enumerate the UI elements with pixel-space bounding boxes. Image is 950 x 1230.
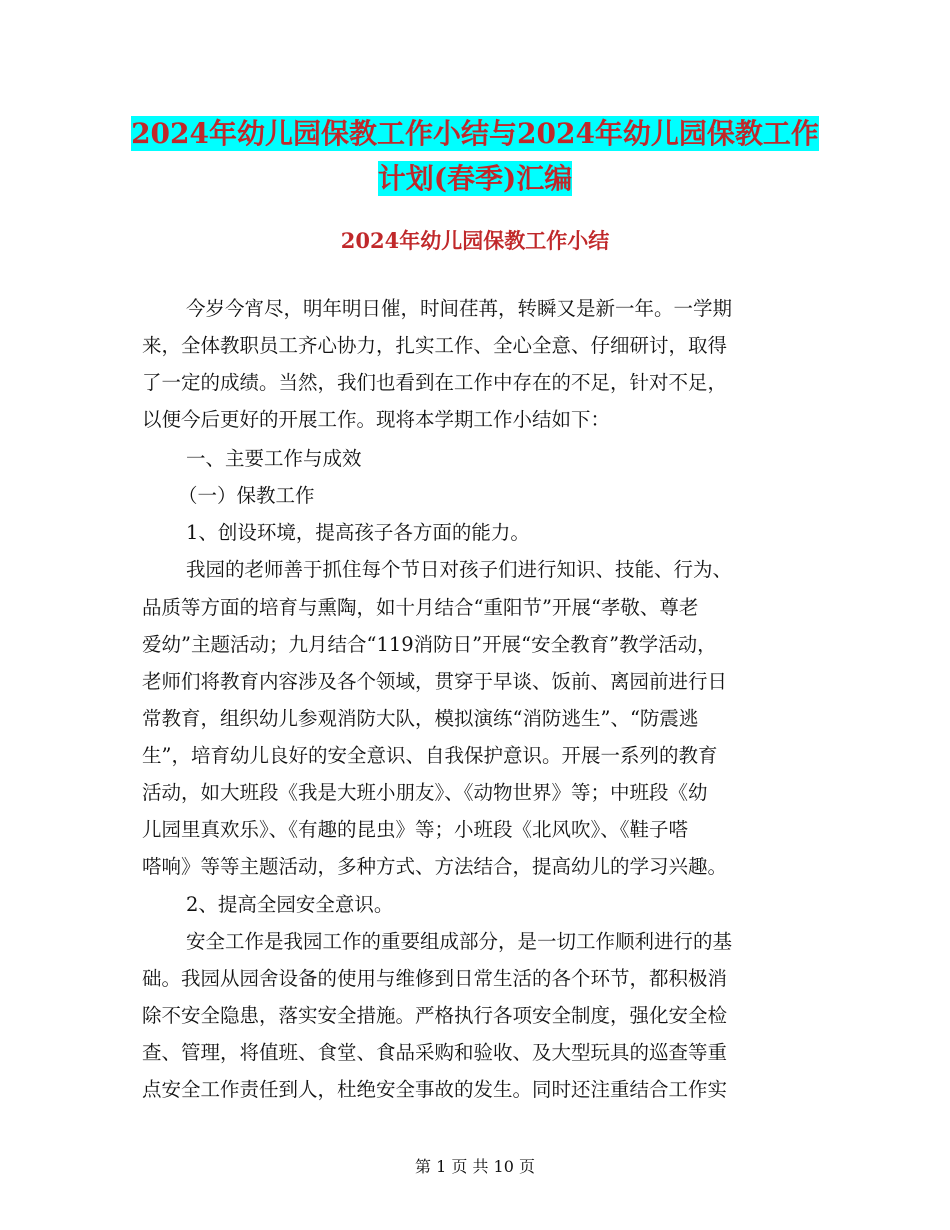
paragraph-line: 点安全工作责任到人，杜绝安全事故的发生。同时还注重结合工作实 — [142, 1078, 728, 1101]
paragraph-line: 活动，如大班段《我是大班小朋友》、《动物世界》等；中班段《幼 — [142, 781, 708, 804]
section-subheading: 一、主要工作与成效 — [186, 447, 362, 470]
paragraph-line: 了一定的成绩。当然，我们也看到在工作中存在的不足，针对不足， — [142, 371, 728, 394]
section-subheading: （一）保教工作 — [178, 484, 315, 507]
paragraph-line: 安全工作是我园工作的重要组成部分，是一切工作顺利进行的基 — [186, 930, 733, 953]
paragraph-line: 品质等方面的培育与熏陶，如十月结合“重阳节”开展“孝敬、尊老 — [142, 596, 699, 619]
item-heading: 2、提高全园安全意识。 — [186, 893, 394, 916]
paragraph-line: 以便今后更好的开展工作。现将本学期工作小结如下： — [142, 408, 611, 431]
paragraph-line: 来，全体教职员工齐心协力，扎实工作、全心全意、仔细研讨，取得 — [142, 334, 728, 357]
paragraph-line: 嗒响》等等主题活动，多种方式、方法结合，提高幼儿的学习兴趣。 — [142, 855, 728, 878]
document-title-line-1: 2024年幼儿园保教工作小结与2024年幼儿园保教工作 — [131, 117, 819, 150]
item-heading: 1、创设环境，提高孩子各方面的能力。 — [186, 521, 530, 544]
paragraph-line: 爱幼”主题活动；九月结合“119消防日”开展“安全教育”教学活动， — [142, 633, 717, 656]
document-title-line-2: 计划(春季)汇编 — [377, 162, 573, 195]
paragraph-line: 我园的老师善于抓住每个节日对孩子们进行知识、技能、行为、 — [186, 558, 733, 581]
paragraph-line: 础。我园从园舍设备的使用与维修到日常生活的各个环节，都积极消 — [142, 967, 728, 990]
page-number-footer: 第 1 页 共 10 页 — [415, 1157, 535, 1176]
paragraph-line: 除不安全隐患，落实安全措施。严格执行各项安全制度，强化安全检 — [142, 1004, 728, 1027]
paragraph-line: 常教育，组织幼儿参观消防大队，模拟演练“消防逃生”、“防震逃 — [142, 707, 699, 730]
paragraph-line: 今岁今宵尽，明年明日催，时间荏苒，转瞬又是新一年。一学期 — [186, 297, 733, 320]
section-heading: 2024年幼儿园保教工作小结 — [340, 228, 610, 253]
paragraph-line: 儿园里真欢乐》、《有趣的昆虫》等；小班段《北风吹》、《鞋子嗒 — [142, 818, 689, 841]
paragraph-line: 生”，培育幼儿良好的安全意识、自我保护意识。开展一系列的教育 — [142, 744, 718, 767]
paragraph-line: 查、管理，将值班、食堂、食品采购和验收、及大型玩具的巡查等重 — [142, 1041, 728, 1064]
paragraph-line: 老师们将教育内容涉及各个领域，贯穿于早谈、饭前、离园前进行日 — [142, 670, 728, 693]
